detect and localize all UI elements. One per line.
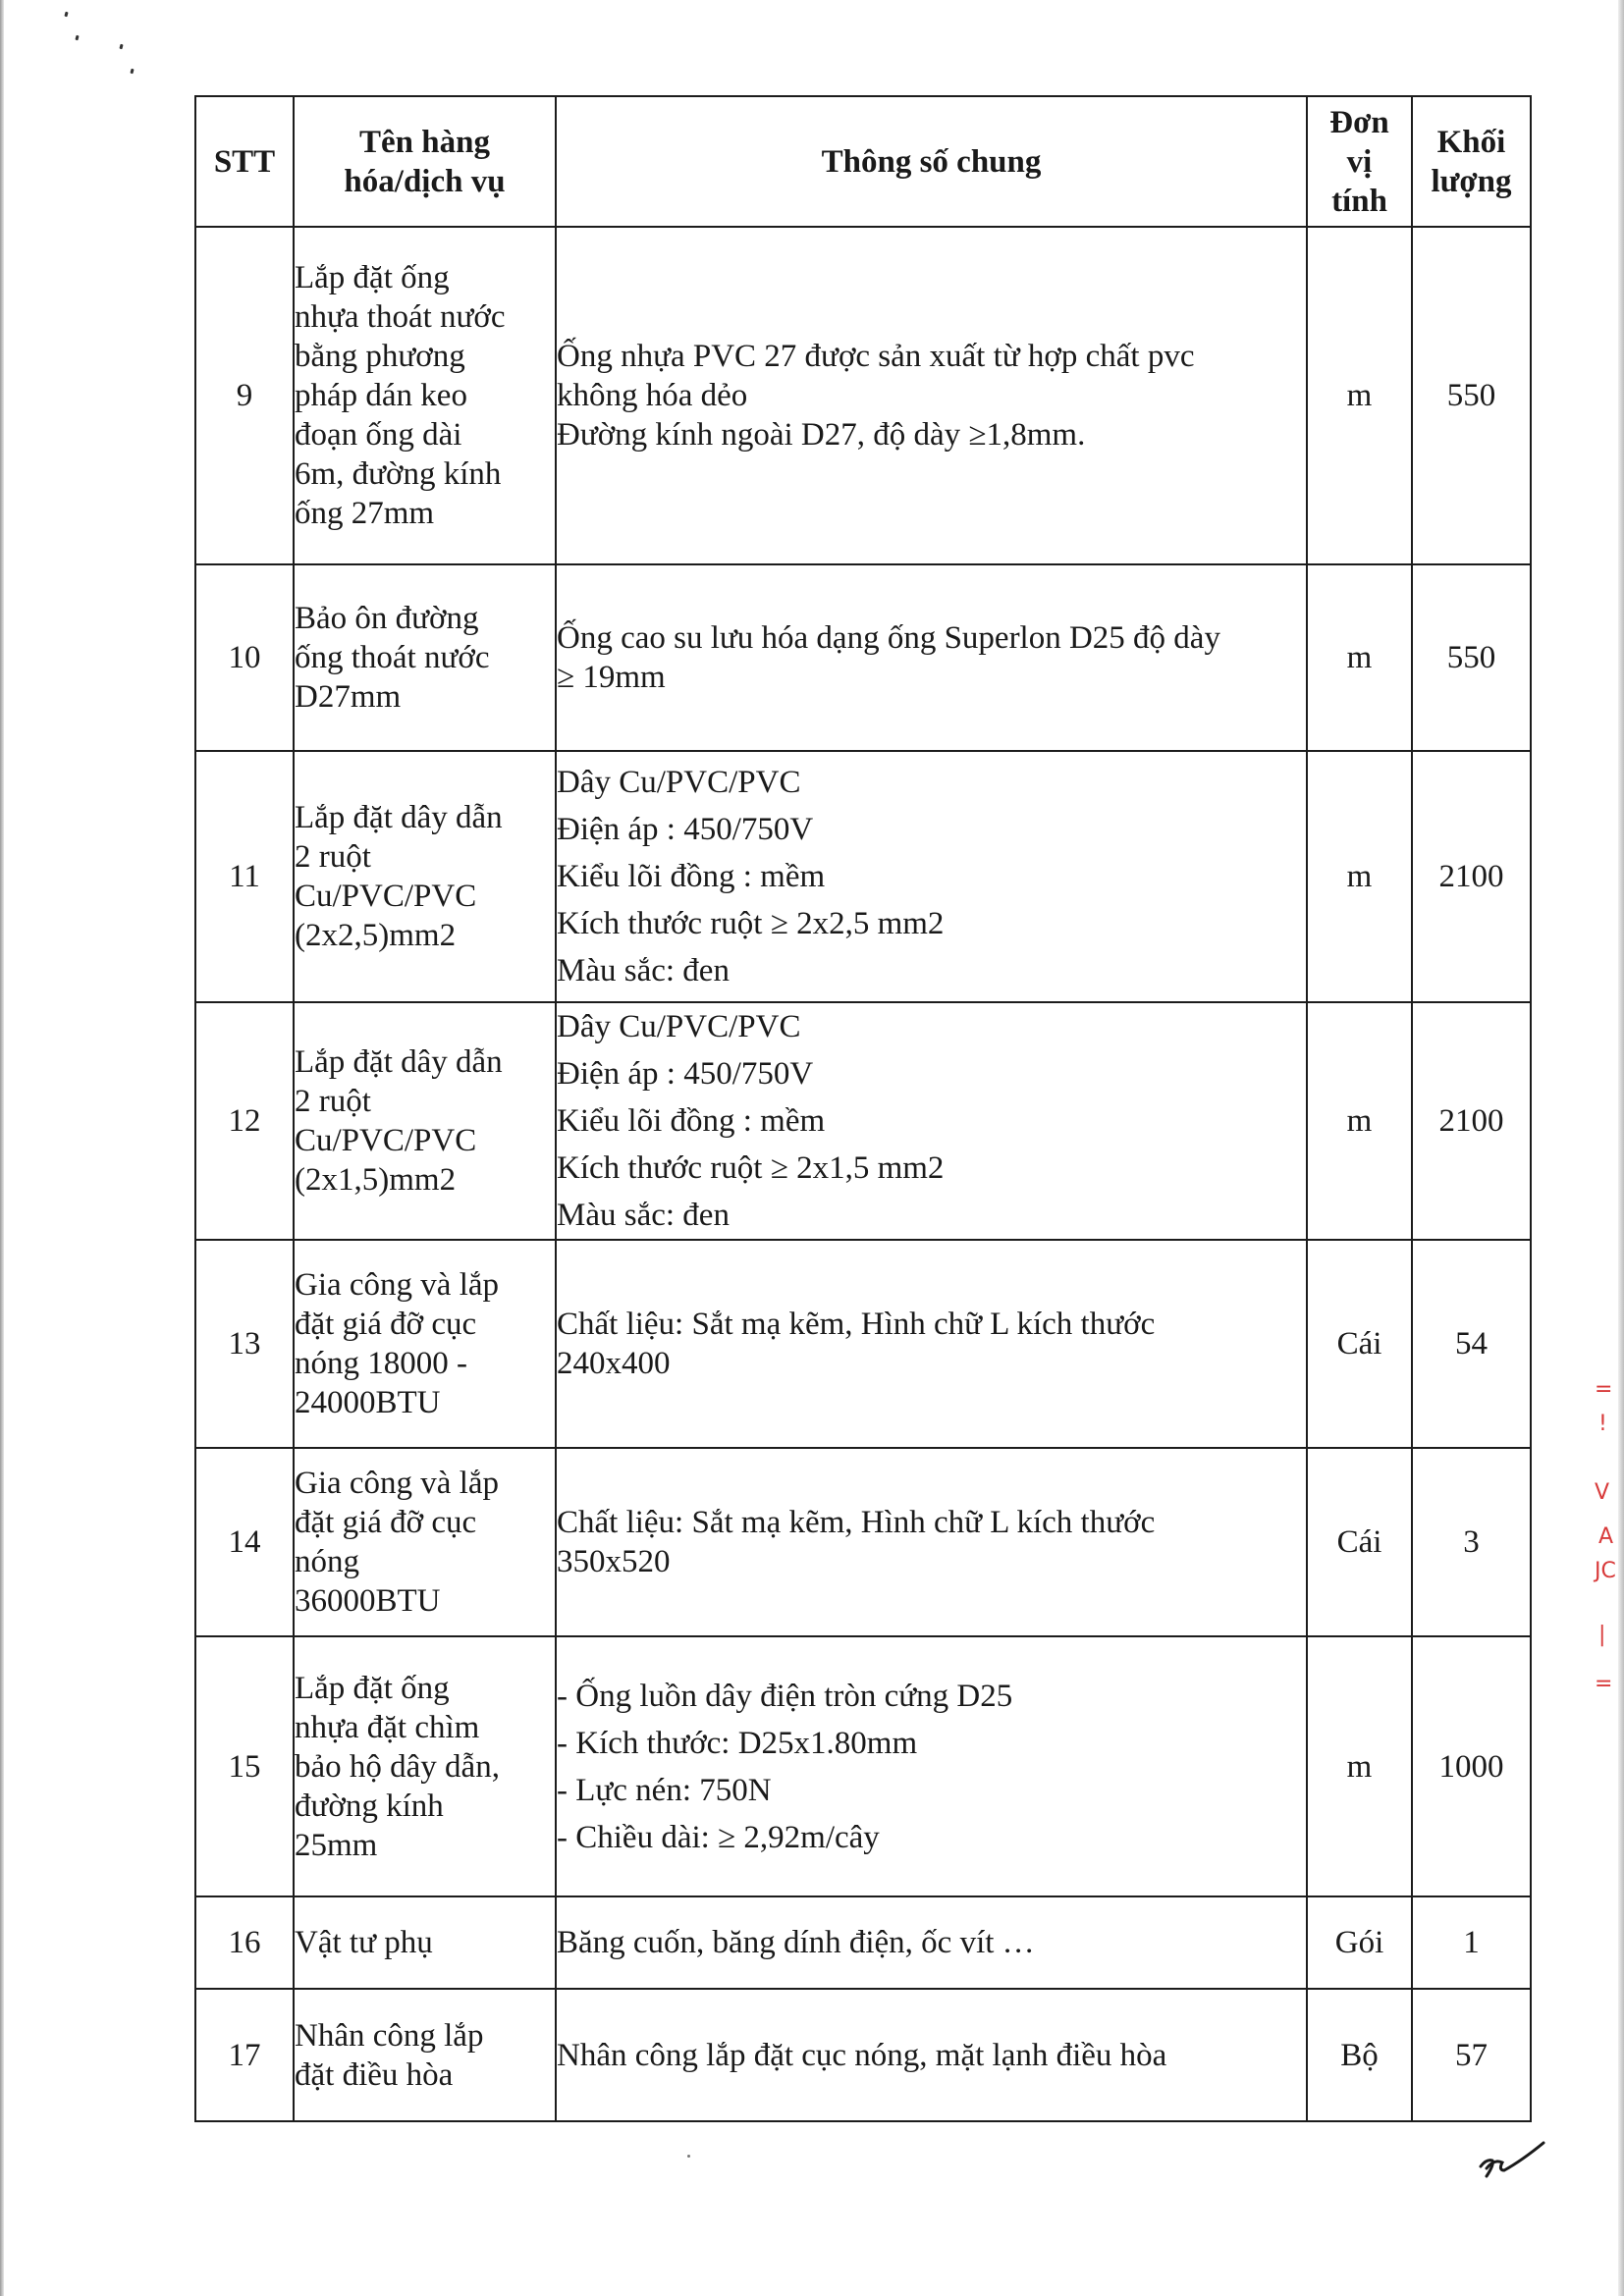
cell-stt: 13: [195, 1240, 294, 1448]
cell-quantity: 1: [1412, 1896, 1531, 1989]
cell-specification: [556, 564, 1307, 751]
specification-table: [194, 95, 1532, 2122]
cell-stt: 10: [195, 564, 294, 751]
cell-unit: m: [1307, 751, 1412, 1002]
specification-line: Ống nhựa PVC 27 được sản xuất từ hợp chất pvc: [557, 339, 1195, 374]
specification-line: Điện áp : 450/750V: [557, 812, 814, 847]
item-name-line: Lắp đặt ống: [295, 260, 450, 295]
cell-quantity: 550: [1412, 227, 1531, 564]
cell-item-name: [294, 1989, 556, 2121]
stamp-glyph: !: [1598, 1412, 1607, 1436]
cell-item-name: [294, 1636, 556, 1896]
item-name-line: nhựa thoát nước: [295, 299, 506, 335]
specification-line: - Kích thước: D25x1.80mm: [557, 1725, 918, 1761]
cell-stt: 11: [195, 751, 294, 1002]
item-name-line: bằng phương: [295, 339, 465, 374]
cell-unit: m: [1307, 227, 1412, 564]
signature-initial: [1473, 2135, 1551, 2184]
cell-item-name: [294, 1896, 556, 1989]
item-name-line: Nhân công lắp: [295, 2017, 484, 2054]
specification-line: Màu sắc: đen: [557, 953, 730, 988]
item-name-line: Gia công và lắp: [295, 1267, 500, 1303]
item-name-line: ống 27mm: [295, 496, 435, 531]
cell-item-name: [294, 751, 556, 1002]
cell-item-name: [294, 1002, 556, 1240]
item-name-line: 6m, đường kính: [295, 456, 502, 492]
cell-unit: Gói: [1307, 1896, 1412, 1989]
item-name-line: đường kính: [295, 1788, 444, 1824]
cell-stt: 16: [195, 1896, 294, 1989]
specification-line: Kích thước ruột ≥ 2x1,5 mm2: [557, 1150, 945, 1186]
scan-speck: [75, 35, 79, 41]
red-stamp-fragment: [1589, 1377, 1622, 1696]
table-row: [195, 1240, 1531, 1448]
table-row: [195, 564, 1531, 751]
specification-line: Dây Cu/PVC/PVC: [557, 1009, 801, 1044]
scan-speck: [119, 44, 123, 50]
specification-line: Kiểu lõi đồng : mềm: [557, 1103, 826, 1139]
item-name-line: 2 ruột: [295, 839, 371, 875]
item-name-line: Lắp đặt ống: [295, 1670, 450, 1706]
cell-quantity: 1000: [1412, 1636, 1531, 1896]
cell-quantity: 3: [1412, 1448, 1531, 1636]
cell-item-name: [294, 1448, 556, 1636]
specification-line: ≥ 19mm: [557, 660, 666, 695]
specification-line: Nhân công lắp đặt cục nóng, mặt lạnh điều hòa: [557, 2037, 1167, 2073]
specification-line: Chất liệu: Sắt mạ kẽm, Hình chữ L kích thước: [557, 1307, 1156, 1342]
item-name-line: nóng: [295, 1544, 359, 1579]
cell-specification: [556, 1896, 1307, 1989]
item-name-line: (2x1,5)mm2: [295, 1162, 457, 1198]
item-name-line: (2x2,5)mm2: [295, 918, 457, 953]
stamp-glyph: A: [1598, 1524, 1614, 1549]
item-name-line: Lắp đặt dây dẫn: [295, 800, 503, 835]
item-name-line: Lắp đặt dây dẫn: [295, 1044, 503, 1080]
item-name-line: đặt điều hòa: [295, 2056, 454, 2093]
item-name-line: D27mm: [295, 679, 402, 715]
table-row: [195, 227, 1531, 564]
cell-quantity: 2100: [1412, 1002, 1531, 1240]
specification-line: Băng cuốn, băng dính điện, ốc vít …: [557, 1925, 1035, 1960]
item-name-line: Cu/PVC/PVC: [295, 1123, 477, 1158]
specification-line: không hóa dẻo: [557, 378, 748, 413]
table-body: [195, 227, 1531, 2121]
cell-specification: [556, 1240, 1307, 1448]
specification-line: 240x400: [557, 1346, 671, 1381]
item-name-line: Bảo ôn đường: [295, 601, 479, 636]
specification-line: Đường kính ngoài D27, độ dày ≥1,8mm.: [557, 417, 1086, 453]
item-name-line: Vật tư phụ: [295, 1925, 433, 1960]
stamp-glyph: =: [1595, 1377, 1613, 1402]
cell-unit: Cái: [1307, 1240, 1412, 1448]
header-item-name: Tên hàng hóa/dịch vụ: [294, 96, 556, 227]
cell-stt: 15: [195, 1636, 294, 1896]
cell-unit: Bộ: [1307, 1989, 1412, 2121]
cell-specification: [556, 227, 1307, 564]
cell-specification: [556, 1636, 1307, 1896]
specification-line: 350x520: [557, 1544, 671, 1579]
item-name-line: nhựa đặt chìm: [295, 1709, 480, 1745]
cell-stt: 12: [195, 1002, 294, 1240]
stamp-glyph: =: [1595, 1672, 1613, 1696]
table-row: [195, 1989, 1531, 2121]
specification-line: - Ống luồn dây điện tròn cứng D25: [557, 1678, 1013, 1714]
scan-speck: [130, 69, 134, 75]
table-row: [195, 1636, 1531, 1896]
specification-line: Chất liệu: Sắt mạ kẽm, Hình chữ L kích thước: [557, 1505, 1156, 1540]
header-quantity: Khối lượng: [1412, 96, 1531, 227]
item-name-line: đoạn ống dài: [295, 417, 462, 453]
scan-edge-left: [0, 0, 4, 2296]
header-stt: STT: [195, 96, 294, 227]
specification-line: Kích thước ruột ≥ 2x2,5 mm2: [557, 906, 945, 941]
cell-specification: [556, 1989, 1307, 2121]
item-name-line: đặt giá đỡ cục: [295, 1505, 477, 1540]
cell-unit: m: [1307, 1636, 1412, 1896]
item-name-line: ống thoát nước: [295, 640, 490, 675]
cell-specification: [556, 751, 1307, 1002]
cell-stt: 17: [195, 1989, 294, 2121]
cell-stt: 9: [195, 227, 294, 564]
cell-quantity: 57: [1412, 1989, 1531, 2121]
cell-quantity: 550: [1412, 564, 1531, 751]
cell-quantity: 2100: [1412, 751, 1531, 1002]
table-header-row: [195, 96, 1531, 227]
table-row: [195, 1896, 1531, 1989]
cell-item-name: [294, 564, 556, 751]
table-row: [195, 1002, 1531, 1240]
specification-line: Điện áp : 450/750V: [557, 1056, 814, 1092]
specification-line: Dây Cu/PVC/PVC: [557, 765, 801, 800]
stamp-glyph: JC: [1595, 1559, 1616, 1583]
scan-speck: [687, 2155, 690, 2158]
item-name-line: 2 ruột: [295, 1084, 371, 1119]
table-row: [195, 1448, 1531, 1636]
item-name-line: bảo hộ dây dẫn,: [295, 1748, 500, 1785]
cell-specification: [556, 1448, 1307, 1636]
item-name-line: 36000BTU: [295, 1583, 441, 1619]
table-row: [195, 751, 1531, 1002]
item-name-line: Cu/PVC/PVC: [295, 879, 477, 914]
specification-line: - Lực nén: 750N: [557, 1772, 772, 1808]
item-name-line: Gia công và lắp: [295, 1466, 500, 1501]
specification-line: Màu sắc: đen: [557, 1198, 730, 1233]
cell-item-name: [294, 1240, 556, 1448]
specification-line: - Chiều dài: ≥ 2,92m/cây: [557, 1819, 880, 1855]
stamp-glyph: V: [1595, 1480, 1610, 1505]
cell-stt: 14: [195, 1448, 294, 1636]
header-unit: Đơn vị tính: [1307, 96, 1412, 227]
scan-speck: [64, 12, 68, 18]
cell-unit: m: [1307, 564, 1412, 751]
item-name-line: đặt giá đỡ cục: [295, 1307, 477, 1342]
cell-unit: Cái: [1307, 1448, 1412, 1636]
header-specification: Thông số chung: [556, 96, 1307, 227]
stamp-glyph: |: [1598, 1623, 1606, 1647]
item-name-line: nóng 18000 -: [295, 1346, 467, 1381]
cell-specification: [556, 1002, 1307, 1240]
cell-unit: m: [1307, 1002, 1412, 1240]
item-name-line: 25mm: [295, 1827, 378, 1863]
cell-item-name: [294, 227, 556, 564]
item-name-line: pháp dán keo: [295, 378, 467, 413]
cell-quantity: 54: [1412, 1240, 1531, 1448]
scan-edge-right: [1618, 0, 1624, 2296]
item-name-line: 24000BTU: [295, 1385, 441, 1420]
specification-line: Kiểu lõi đồng : mềm: [557, 859, 826, 894]
specification-line: Ống cao su lưu hóa dạng ống Superlon D25 độ dày: [557, 620, 1220, 656]
